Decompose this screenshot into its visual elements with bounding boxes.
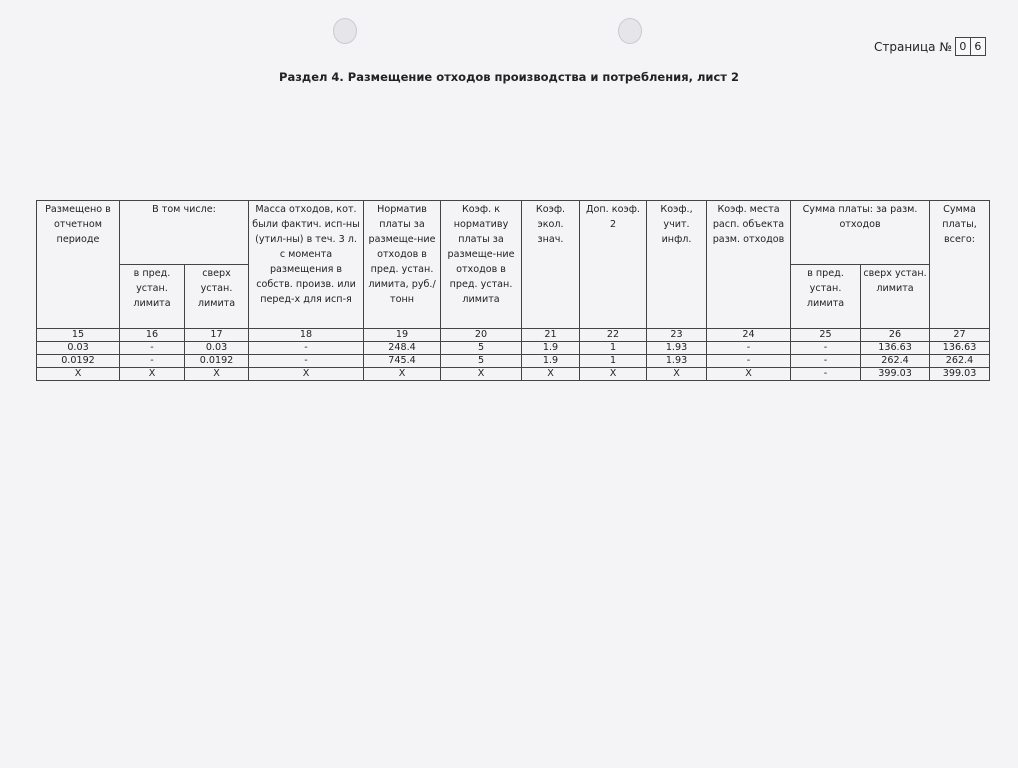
table-cell: 136.63 xyxy=(861,342,930,355)
table-cell: 0.0192 xyxy=(37,355,120,368)
column-number: 21 xyxy=(522,329,580,342)
table-cell: 1 xyxy=(580,355,647,368)
column-number: 19 xyxy=(364,329,441,342)
table-cell: 1.9 xyxy=(522,342,580,355)
table-cell: X xyxy=(185,368,249,381)
binder-hole-right xyxy=(618,18,642,44)
binder-hole-left xyxy=(333,18,357,44)
header-c21: Коэф. экол. знач. xyxy=(522,201,580,329)
table-cell: 1.9 xyxy=(522,355,580,368)
column-number: 17 xyxy=(185,329,249,342)
table-cell: 1.93 xyxy=(647,342,707,355)
header-row-1 xyxy=(37,201,990,265)
header-c16: в пред. устан. лимита xyxy=(120,265,185,329)
table-cell: X xyxy=(647,368,707,381)
header-c23: Коэф., учит. инфл. xyxy=(647,201,707,329)
table-cell: 0.03 xyxy=(185,342,249,355)
column-number-row xyxy=(37,329,990,342)
table-cell: X xyxy=(441,368,522,381)
table-cell: - xyxy=(120,355,185,368)
header-c24: Коэф. места расп. объекта разм. отходов xyxy=(707,201,791,329)
section-title: Раздел 4. Размещение отходов производства и потребления, лист 2 xyxy=(279,70,739,84)
page-digit: 6 xyxy=(970,37,986,56)
table-cell: X xyxy=(364,368,441,381)
table-cell: - xyxy=(707,342,791,355)
header-c27: Сумма платы, всего: xyxy=(930,201,990,329)
table-cell: 262.4 xyxy=(861,355,930,368)
table-cell: X xyxy=(580,368,647,381)
column-number: 25 xyxy=(791,329,861,342)
header-c19: Норматив платы за размеще-ние отходов в пред. устан. лимита, руб./тонн xyxy=(364,201,441,329)
table-row-total xyxy=(37,368,990,381)
header-c18: Масса отходов, кот. были фактич. исп-ны (утил-ны) в теч. 3 л. с момента размещения в собств. произв. или перед-х для исп-я xyxy=(249,201,364,329)
column-number: 23 xyxy=(647,329,707,342)
page-number-label: Страница № xyxy=(874,39,952,54)
column-number: 24 xyxy=(707,329,791,342)
table-cell: 745.4 xyxy=(364,355,441,368)
column-number: 15 xyxy=(37,329,120,342)
header-c25: в пред. устан. лимита xyxy=(791,265,861,329)
table-cell: - xyxy=(249,355,364,368)
table-cell: X xyxy=(522,368,580,381)
table-cell: 1.93 xyxy=(647,355,707,368)
table-cell: X xyxy=(707,368,791,381)
column-number: 26 xyxy=(861,329,930,342)
table-cell: 399.03 xyxy=(861,368,930,381)
header-c16-17-group: В том числе: xyxy=(120,201,249,265)
table-row xyxy=(37,342,990,355)
header-c17: сверх устан. лимита xyxy=(185,265,249,329)
table-cell: X xyxy=(37,368,120,381)
table-cell: 248.4 xyxy=(364,342,441,355)
table-cell: 1 xyxy=(580,342,647,355)
column-number: 27 xyxy=(930,329,990,342)
table-cell: - xyxy=(249,342,364,355)
page-digit: 0 xyxy=(955,37,971,56)
header-c26: сверх устан. лимита xyxy=(861,265,930,329)
table-cell: X xyxy=(249,368,364,381)
table-cell: 5 xyxy=(441,342,522,355)
table-cell: 262.4 xyxy=(930,355,990,368)
table-cell: X xyxy=(120,368,185,381)
column-number: 18 xyxy=(249,329,364,342)
column-number: 22 xyxy=(580,329,647,342)
page-number-block xyxy=(874,37,986,56)
table-row xyxy=(37,355,990,368)
header-c25-26-group: Сумма платы: за разм. отходов xyxy=(791,201,930,265)
table-cell: 399.03 xyxy=(930,368,990,381)
header-c22: Доп. коэф. 2 xyxy=(580,201,647,329)
header-c20: Коэф. к нормативу платы за размеще-ние отходов в пред. устан. лимита xyxy=(441,201,522,329)
table-cell: - xyxy=(791,368,861,381)
waste-placement-table xyxy=(36,200,990,381)
page-number-boxes xyxy=(956,37,986,56)
table-cell: 5 xyxy=(441,355,522,368)
table-cell: - xyxy=(791,342,861,355)
table-cell: - xyxy=(791,355,861,368)
column-number: 20 xyxy=(441,329,522,342)
header-c15: Размещено в отчетном периоде xyxy=(37,201,120,329)
table-cell: - xyxy=(120,342,185,355)
column-number: 16 xyxy=(120,329,185,342)
table-cell: 136.63 xyxy=(930,342,990,355)
table-cell: - xyxy=(707,355,791,368)
table-cell: 0.03 xyxy=(37,342,120,355)
table-cell: 0.0192 xyxy=(185,355,249,368)
